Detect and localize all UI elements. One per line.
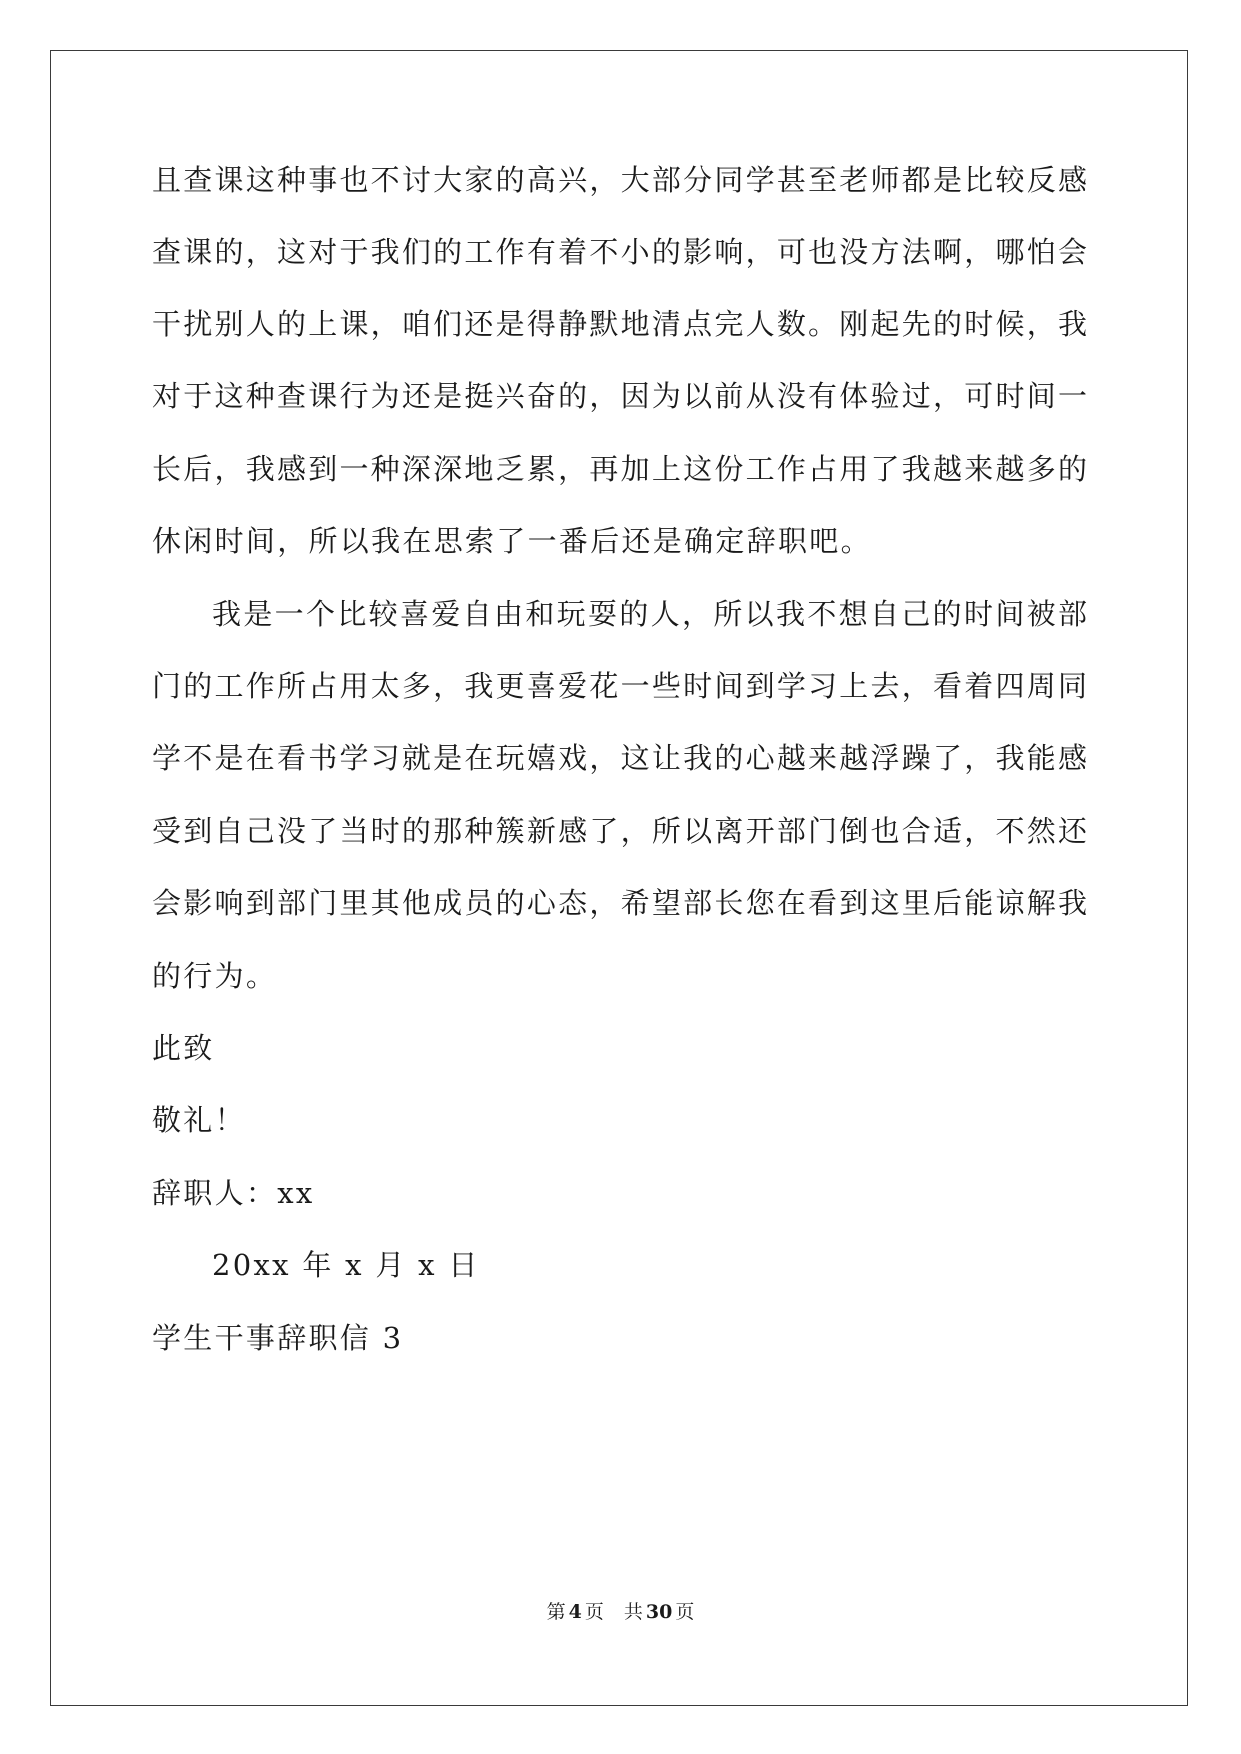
signature-line: 辞职人：xx bbox=[152, 1176, 315, 1210]
current-page-number: 4 bbox=[568, 1601, 582, 1623]
date-line: 20xx 年 x 月 x 日 bbox=[212, 1248, 480, 1282]
footer-prefix: 第 bbox=[546, 1601, 566, 1623]
total-page-count: 30 bbox=[645, 1601, 673, 1623]
footer-total-prefix: 共 bbox=[623, 1601, 643, 1623]
closing-regards: 敬礼！ bbox=[152, 1103, 246, 1137]
paragraph-line: 学不是在看书学习就是在玩嬉戏，这让我的心越来越浮躁了，我能感 bbox=[152, 741, 1087, 775]
footer-suffix: 页 bbox=[675, 1601, 695, 1623]
paragraph-line: 的行为。 bbox=[152, 959, 278, 993]
paragraph-line: 会影响到部门里其他成员的心态，希望部长您在看到这里后能谅解我 bbox=[152, 886, 1087, 920]
paragraph-line: 长后，我感到一种深深地乏累，再加上这份工作占用了我越来越多的 bbox=[152, 452, 1087, 486]
footer-page-word: 页 bbox=[584, 1601, 604, 1623]
paragraph-line: 休闲时间，所以我在思索了一番后还是确定辞职吧。 bbox=[152, 524, 872, 558]
paragraph-line: 且查课这种事也不讨大家的高兴，大部分同学甚至老师都是比较反感 bbox=[152, 163, 1087, 197]
closing-salutation: 此致 bbox=[152, 1031, 215, 1065]
paragraph-line: 我是一个比较喜爱自由和玩耍的人，所以我不想自己的时间被部 bbox=[212, 597, 1087, 631]
page-footer bbox=[0, 1600, 1241, 1624]
paragraph-line: 查课的，这对于我们的工作有着不小的影响，可也没方法啊，哪怕会 bbox=[152, 235, 1087, 269]
page-border bbox=[50, 50, 1188, 1706]
paragraph-line: 干扰别人的上课，咱们还是得静默地清点完人数。刚起先的时候，我 bbox=[152, 307, 1087, 341]
section-heading: 学生干事辞职信 3 bbox=[152, 1321, 404, 1355]
paragraph-line: 对于这种查课行为还是挺兴奋的，因为以前从没有体验过，可时间一 bbox=[152, 379, 1087, 413]
paragraph-line: 门的工作所占用太多，我更喜爱花一些时间到学习上去，看着四周同 bbox=[152, 669, 1087, 703]
paragraph-line: 受到自己没了当时的那种簇新感了，所以离开部门倒也合适，不然还 bbox=[152, 814, 1087, 848]
